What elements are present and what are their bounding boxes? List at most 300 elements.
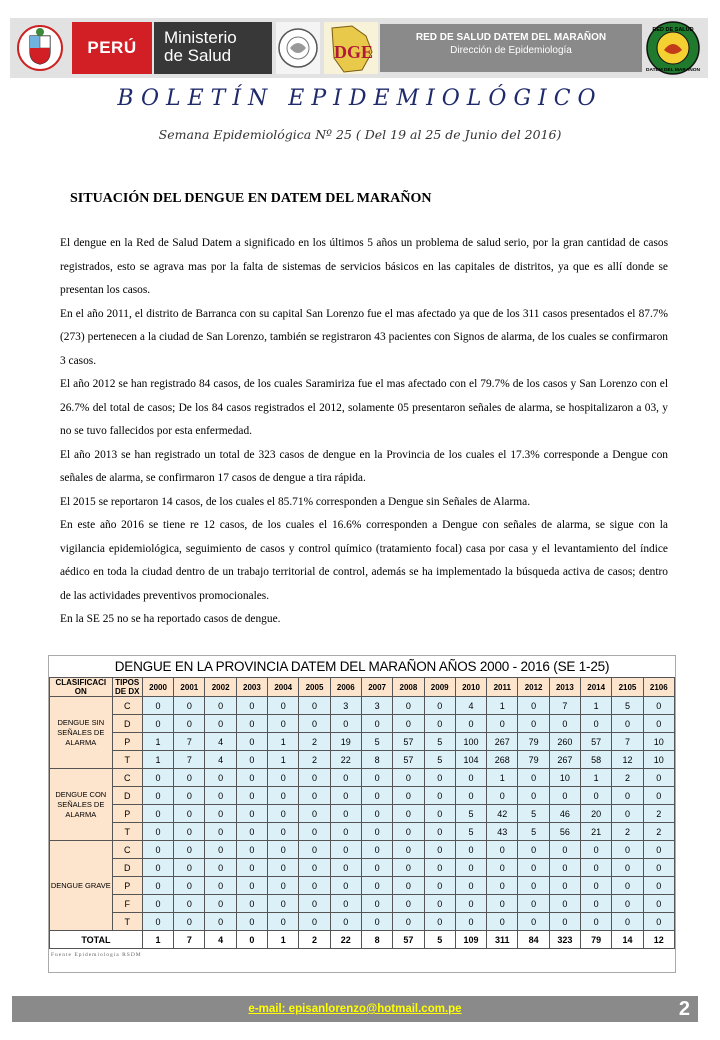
- value-cell: 0: [518, 859, 549, 877]
- value-cell: 0: [330, 841, 361, 859]
- value-cell: 46: [549, 805, 580, 823]
- value-cell: 0: [612, 841, 643, 859]
- red-salud-box: [380, 24, 642, 72]
- table-source: Fuente Epidemiologia RSDM: [51, 952, 142, 958]
- value-cell: 0: [424, 895, 455, 913]
- total-cell: 22: [330, 931, 361, 949]
- epidemiological-week: Semana Epidemiológica Nº 25 ( Del 19 al 25 de Junio del 2016): [158, 127, 562, 142]
- value-cell: 2: [299, 733, 330, 751]
- value-cell: 1: [268, 751, 299, 769]
- value-cell: 0: [424, 805, 455, 823]
- value-cell: 0: [361, 805, 392, 823]
- value-cell: 58: [581, 751, 612, 769]
- value-cell: 0: [361, 823, 392, 841]
- value-cell: 0: [487, 877, 518, 895]
- value-cell: 10: [549, 769, 580, 787]
- table-row: [50, 877, 675, 895]
- value-cell: 0: [205, 895, 236, 913]
- value-cell: 0: [612, 787, 643, 805]
- table-title: DENGUE EN LA PROVINCIA DATEM DEL MARAÑON AÑOS 2000 - 2016 (SE 1-25): [114, 659, 610, 674]
- header-clasificacion: CLASIFICACI ON: [50, 678, 113, 697]
- peru-logo: [72, 22, 152, 74]
- value-cell: 104: [455, 751, 486, 769]
- value-cell: 0: [205, 913, 236, 931]
- value-cell: 7: [612, 733, 643, 751]
- value-cell: 0: [549, 877, 580, 895]
- diagnosis-type-cell: C: [112, 697, 142, 715]
- value-cell: 0: [174, 913, 205, 931]
- value-cell: 0: [174, 715, 205, 733]
- total-label: TOTAL: [50, 931, 143, 949]
- value-cell: 4: [205, 733, 236, 751]
- diagnosis-type-cell: D: [112, 859, 142, 877]
- peru-label: PERÚ: [87, 38, 137, 57]
- total-cell: 57: [393, 931, 424, 949]
- value-cell: 0: [393, 787, 424, 805]
- total-cell: 2: [299, 931, 330, 949]
- value-cell: 0: [581, 859, 612, 877]
- value-cell: 0: [299, 823, 330, 841]
- total-cell: 1: [142, 931, 173, 949]
- value-cell: 100: [455, 733, 486, 751]
- value-cell: 0: [142, 895, 173, 913]
- value-cell: 2: [612, 823, 643, 841]
- value-cell: 2: [612, 769, 643, 787]
- value-cell: 0: [393, 805, 424, 823]
- total-cell: 0: [236, 931, 267, 949]
- value-cell: 0: [643, 913, 674, 931]
- value-cell: 5: [424, 751, 455, 769]
- value-cell: 4: [205, 751, 236, 769]
- value-cell: 0: [393, 715, 424, 733]
- value-cell: 0: [268, 895, 299, 913]
- value-cell: 42: [487, 805, 518, 823]
- total-cell: 5: [424, 931, 455, 949]
- value-cell: 0: [424, 823, 455, 841]
- paragraph: El dengue en la Red de Salud Datem a significado en los últimos 5 años un problema de salud serio, por la gran cantidad de casos registrados, esto se agrava mas por la falta de sistemas de servicios básicos en las capitales de distritos, ya que es allí donde se presentan los casos.: [60, 237, 668, 296]
- datem-seal-icon: [644, 20, 702, 76]
- value-cell: 0: [142, 787, 173, 805]
- value-cell: 0: [268, 787, 299, 805]
- total-cell: 8: [361, 931, 392, 949]
- value-cell: 0: [424, 769, 455, 787]
- value-cell: 57: [581, 733, 612, 751]
- bulletin-title: BOLETÍN EPIDEMIOLÓGICO: [117, 86, 603, 111]
- ministerio-line2: de Salud: [164, 46, 232, 65]
- value-cell: 0: [361, 895, 392, 913]
- value-cell: 2: [299, 751, 330, 769]
- header-year: 2014: [581, 678, 612, 697]
- value-cell: 0: [174, 769, 205, 787]
- diagnosis-type-cell: P: [112, 877, 142, 895]
- value-cell: 0: [361, 859, 392, 877]
- value-cell: 79: [518, 733, 549, 751]
- paragraph: El año 2012 se han registrado 84 casos, de los cuales Saramiriza fue el mas afectado con el 79.7% de los casos y San Lorenzo con el 26.7% del total de casos; De los 84 casos registrados el 2012, solamente 05 presentaron señales de alarma, se hospitalizaron a 03, y no se tuvo fallecidos por esta enfermedad.: [60, 378, 668, 437]
- value-cell: 0: [581, 715, 612, 733]
- value-cell: 0: [236, 715, 267, 733]
- value-cell: 267: [487, 733, 518, 751]
- value-cell: 2: [643, 823, 674, 841]
- value-cell: 0: [455, 841, 486, 859]
- value-cell: 3: [330, 697, 361, 715]
- value-cell: 0: [330, 769, 361, 787]
- value-cell: 0: [142, 841, 173, 859]
- value-cell: 0: [236, 805, 267, 823]
- value-cell: 1: [487, 697, 518, 715]
- value-cell: 0: [643, 877, 674, 895]
- diagnosis-type-cell: F: [112, 895, 142, 913]
- header-year: 2000: [142, 678, 173, 697]
- value-cell: 0: [612, 913, 643, 931]
- diagnosis-type-cell: D: [112, 787, 142, 805]
- header-year: 2008: [393, 678, 424, 697]
- datem-logo-top: RED DE SALUD: [652, 27, 694, 33]
- value-cell: 1: [487, 769, 518, 787]
- value-cell: 0: [299, 805, 330, 823]
- value-cell: 0: [455, 787, 486, 805]
- header-year: 2002: [205, 678, 236, 697]
- value-cell: 0: [455, 715, 486, 733]
- value-cell: 0: [142, 823, 173, 841]
- value-cell: 0: [142, 697, 173, 715]
- header-tipos-dx: TIPOS DE DX: [112, 678, 142, 697]
- value-cell: 0: [487, 787, 518, 805]
- value-cell: 0: [549, 841, 580, 859]
- value-cell: 5: [424, 733, 455, 751]
- table-row: [50, 787, 675, 805]
- value-cell: 0: [236, 697, 267, 715]
- value-cell: 0: [643, 769, 674, 787]
- value-cell: 0: [174, 859, 205, 877]
- diagnosis-type-cell: P: [112, 805, 142, 823]
- value-cell: 1: [581, 697, 612, 715]
- dge-label: DGE: [334, 42, 374, 62]
- header-year: 2105: [612, 678, 643, 697]
- value-cell: 0: [236, 769, 267, 787]
- value-cell: 0: [549, 715, 580, 733]
- value-cell: 0: [268, 913, 299, 931]
- value-cell: 0: [236, 733, 267, 751]
- value-cell: 0: [455, 769, 486, 787]
- value-cell: 0: [236, 823, 267, 841]
- direccion-epidemiologia: Dirección de Epidemiología: [450, 45, 572, 56]
- value-cell: 0: [174, 877, 205, 895]
- value-cell: 0: [455, 913, 486, 931]
- value-cell: 0: [205, 859, 236, 877]
- value-cell: 21: [581, 823, 612, 841]
- value-cell: 0: [236, 751, 267, 769]
- diagnosis-type-cell: D: [112, 715, 142, 733]
- table-row: [50, 913, 675, 931]
- header-year: 2004: [268, 678, 299, 697]
- renace-seal-icon: [276, 22, 320, 74]
- table-row: [50, 859, 675, 877]
- value-cell: 0: [361, 769, 392, 787]
- table-row: [50, 823, 675, 841]
- value-cell: 19: [330, 733, 361, 751]
- value-cell: 0: [174, 787, 205, 805]
- table-row: [50, 895, 675, 913]
- value-cell: 0: [361, 787, 392, 805]
- value-cell: 0: [581, 913, 612, 931]
- value-cell: 10: [643, 751, 674, 769]
- value-cell: 268: [487, 751, 518, 769]
- value-cell: 0: [299, 913, 330, 931]
- value-cell: 0: [174, 895, 205, 913]
- peru-coat-of-arms-icon: [16, 22, 64, 74]
- classification-cell: DENGUE GRAVE: [50, 841, 113, 931]
- value-cell: 0: [455, 877, 486, 895]
- diagnosis-type-cell: C: [112, 841, 142, 859]
- value-cell: 267: [549, 751, 580, 769]
- value-cell: 0: [487, 841, 518, 859]
- value-cell: 5: [455, 823, 486, 841]
- value-cell: 1: [142, 733, 173, 751]
- value-cell: 0: [268, 769, 299, 787]
- header-year: 2003: [236, 678, 267, 697]
- value-cell: 0: [581, 877, 612, 895]
- value-cell: 260: [549, 733, 580, 751]
- value-cell: 0: [205, 769, 236, 787]
- value-cell: 20: [581, 805, 612, 823]
- value-cell: 0: [174, 805, 205, 823]
- table-row: [50, 751, 675, 769]
- value-cell: 0: [487, 715, 518, 733]
- paragraph: El 2015 se reportaron 14 casos, de los cuales el 85.71% corresponden a Dengue sin Señales de Alarma.: [60, 495, 531, 508]
- value-cell: 0: [612, 805, 643, 823]
- value-cell: 0: [518, 841, 549, 859]
- value-cell: 0: [643, 895, 674, 913]
- value-cell: 0: [643, 715, 674, 733]
- value-cell: 5: [455, 805, 486, 823]
- value-cell: 0: [268, 823, 299, 841]
- value-cell: 0: [424, 877, 455, 895]
- value-cell: 0: [236, 895, 267, 913]
- value-cell: 5: [518, 823, 549, 841]
- total-cell: 84: [518, 931, 549, 949]
- value-cell: 0: [549, 787, 580, 805]
- value-cell: 10: [643, 733, 674, 751]
- value-cell: 0: [236, 859, 267, 877]
- value-cell: 0: [268, 859, 299, 877]
- paragraph: El año 2013 se han registrado un total de 323 casos de dengue en la Provincia de los cuales el 17.3% corresponde a Dengue con señales de alarma, se confirmaron 17 casos de dengue a tira rápida.: [60, 448, 668, 484]
- diagnosis-type-cell: T: [112, 823, 142, 841]
- value-cell: 8: [361, 751, 392, 769]
- value-cell: 0: [330, 787, 361, 805]
- section-title: SITUACIÓN DEL DENGUE EN DATEM DEL MARAÑON: [70, 191, 432, 206]
- value-cell: 0: [549, 859, 580, 877]
- page-number: 2: [678, 998, 690, 1020]
- paragraph: En la SE 25 no se ha reportado casos de dengue.: [60, 613, 281, 625]
- value-cell: 0: [268, 715, 299, 733]
- value-cell: 0: [424, 859, 455, 877]
- table-row: [50, 805, 675, 823]
- diagnosis-type-cell: P: [112, 733, 142, 751]
- value-cell: 0: [581, 787, 612, 805]
- value-cell: 0: [330, 805, 361, 823]
- value-cell: 0: [268, 841, 299, 859]
- value-cell: 0: [330, 823, 361, 841]
- total-cell: 4: [205, 931, 236, 949]
- value-cell: 0: [612, 859, 643, 877]
- value-cell: 56: [549, 823, 580, 841]
- value-cell: 0: [361, 841, 392, 859]
- value-cell: 0: [268, 805, 299, 823]
- value-cell: 0: [299, 877, 330, 895]
- classification-cell: DENGUE SIN SEÑALES DE ALARMA: [50, 697, 113, 769]
- value-cell: 0: [361, 877, 392, 895]
- total-cell: 109: [455, 931, 486, 949]
- value-cell: 1: [581, 769, 612, 787]
- header-year: 2007: [361, 678, 392, 697]
- value-cell: 0: [643, 787, 674, 805]
- footer-email-link[interactable]: e-mail: episanlorenzo@hotmail.com.pe: [248, 1003, 462, 1015]
- value-cell: 0: [330, 913, 361, 931]
- value-cell: 0: [205, 805, 236, 823]
- value-cell: 0: [393, 859, 424, 877]
- total-cell: 311: [487, 931, 518, 949]
- value-cell: 3: [361, 697, 392, 715]
- total-cell: 1: [268, 931, 299, 949]
- table-row: [50, 715, 675, 733]
- table-row: [50, 733, 675, 751]
- value-cell: 0: [330, 877, 361, 895]
- value-cell: 0: [299, 859, 330, 877]
- value-cell: 0: [205, 841, 236, 859]
- value-cell: 0: [581, 841, 612, 859]
- value-cell: 0: [205, 787, 236, 805]
- value-cell: 0: [424, 715, 455, 733]
- value-cell: 5: [518, 805, 549, 823]
- value-cell: 0: [299, 787, 330, 805]
- value-cell: 0: [299, 841, 330, 859]
- value-cell: 0: [549, 913, 580, 931]
- header-year: 2009: [424, 678, 455, 697]
- total-cell: 323: [549, 931, 580, 949]
- value-cell: 0: [549, 895, 580, 913]
- value-cell: 0: [424, 913, 455, 931]
- header-year: 2001: [174, 678, 205, 697]
- value-cell: 0: [393, 895, 424, 913]
- value-cell: 0: [393, 697, 424, 715]
- value-cell: 0: [612, 895, 643, 913]
- value-cell: 5: [361, 733, 392, 751]
- value-cell: 0: [268, 877, 299, 895]
- header-year: 2013: [549, 678, 580, 697]
- value-cell: 7: [549, 697, 580, 715]
- dge-map-icon: [324, 22, 378, 74]
- value-cell: 0: [330, 895, 361, 913]
- value-cell: 0: [424, 787, 455, 805]
- header-year: 2005: [299, 678, 330, 697]
- value-cell: 0: [393, 769, 424, 787]
- value-cell: 0: [455, 859, 486, 877]
- dengue-table-panel: [48, 655, 676, 973]
- value-cell: 0: [518, 895, 549, 913]
- red-salud-title: RED DE SALUD DATEM DEL MARAÑON: [415, 32, 607, 43]
- table-header-row: [50, 678, 675, 697]
- value-cell: 0: [424, 697, 455, 715]
- value-cell: 0: [205, 877, 236, 895]
- value-cell: 0: [518, 877, 549, 895]
- value-cell: 0: [174, 841, 205, 859]
- header-year: 2011: [487, 678, 518, 697]
- body-text: [60, 232, 668, 632]
- value-cell: 0: [142, 877, 173, 895]
- diagnosis-type-cell: T: [112, 751, 142, 769]
- value-cell: 0: [174, 823, 205, 841]
- value-cell: 0: [330, 859, 361, 877]
- table-row: [50, 841, 675, 859]
- value-cell: 5: [612, 697, 643, 715]
- value-cell: 0: [205, 715, 236, 733]
- value-cell: 0: [487, 913, 518, 931]
- value-cell: 0: [299, 769, 330, 787]
- value-cell: 0: [518, 787, 549, 805]
- value-cell: 0: [142, 805, 173, 823]
- value-cell: 0: [518, 913, 549, 931]
- value-cell: 43: [487, 823, 518, 841]
- total-row: [50, 931, 675, 949]
- total-cell: 12: [643, 931, 674, 949]
- header-year: 2106: [643, 678, 674, 697]
- total-cell: 14: [612, 931, 643, 949]
- header-year: 2010: [455, 678, 486, 697]
- value-cell: 0: [361, 715, 392, 733]
- value-cell: 0: [643, 859, 674, 877]
- value-cell: 0: [581, 895, 612, 913]
- value-cell: 57: [393, 751, 424, 769]
- ministerio-line1: Ministerio: [164, 28, 237, 47]
- value-cell: 0: [205, 697, 236, 715]
- value-cell: 4: [455, 697, 486, 715]
- value-cell: 0: [518, 715, 549, 733]
- value-cell: 0: [299, 697, 330, 715]
- value-cell: 7: [174, 733, 205, 751]
- value-cell: 0: [393, 913, 424, 931]
- value-cell: 0: [455, 895, 486, 913]
- value-cell: 0: [393, 823, 424, 841]
- value-cell: 0: [236, 877, 267, 895]
- value-cell: 0: [487, 895, 518, 913]
- paragraph: En este año 2016 se tiene re 12 casos, de los cuales el 16.6% corresponden a Dengue con señales de alarma, se sigue con la vigilancia epidemiológica, seguimiento de casos y control químico (tratamiento focal) casa por casa y el levantamiento del índice aédico en toda la ciudad dentro de un trabajo territorial de control, además se ha implementado la búsqueda activa de casos; dentro de las actividades preventivos promocionales.: [60, 519, 668, 602]
- value-cell: 0: [142, 769, 173, 787]
- value-cell: 1: [142, 751, 173, 769]
- value-cell: 0: [205, 823, 236, 841]
- paragraph: En el año 2011, el distrito de Barranca con su capital San Lorenzo fue el mas afectado ya que de los 311 casos presentados el 87.7% (273) pertenecen a la ciudad de San Lorenzo, también se registraron 43 pacientes con Signos de alarma, de los cuales se confirmaron 3 casos.: [60, 307, 668, 367]
- header-year: 2006: [330, 678, 361, 697]
- value-cell: 0: [236, 787, 267, 805]
- footer-bar: [12, 996, 698, 1022]
- value-cell: 7: [174, 751, 205, 769]
- value-cell: 79: [518, 751, 549, 769]
- value-cell: 12: [612, 751, 643, 769]
- value-cell: 0: [643, 841, 674, 859]
- value-cell: 0: [612, 877, 643, 895]
- value-cell: 0: [393, 877, 424, 895]
- value-cell: 0: [142, 859, 173, 877]
- value-cell: 0: [518, 697, 549, 715]
- classification-cell: DENGUE CON SEÑALES DE ALARMA: [50, 769, 113, 841]
- value-cell: 0: [424, 841, 455, 859]
- total-cell: 79: [581, 931, 612, 949]
- ministerio-salud-logo: [154, 22, 272, 74]
- value-cell: 0: [142, 715, 173, 733]
- value-cell: 1: [268, 733, 299, 751]
- dengue-table: [49, 677, 675, 949]
- header-year: 2012: [518, 678, 549, 697]
- value-cell: 0: [361, 913, 392, 931]
